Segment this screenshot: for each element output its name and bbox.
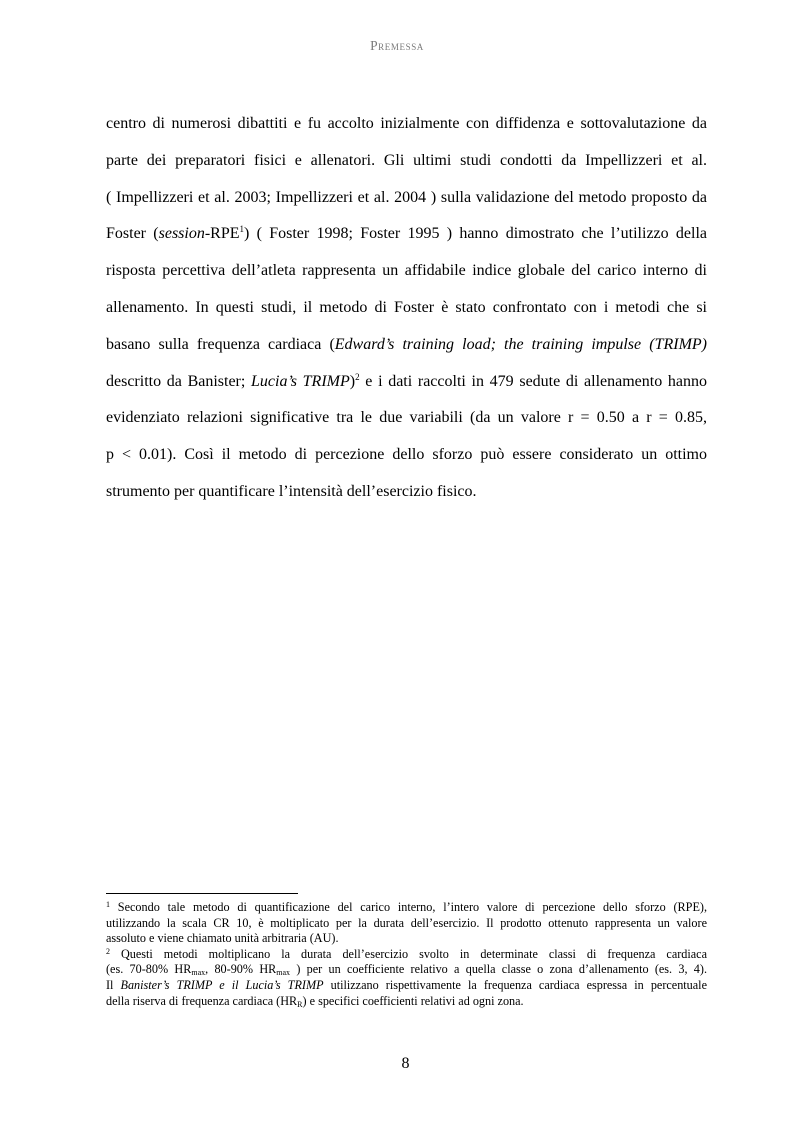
body-paragraph xyxy=(106,106,707,511)
text-span: Foster ( xyxy=(106,225,159,243)
body-line: centro di numerosi dibattiti e fu accolto inizialmente con diffidenza e sottovalutazione da xyxy=(106,115,707,132)
footnote-ref-1[interactable]: 1 xyxy=(239,224,245,235)
body-line: p < 0.01). Così il metodo di percezione dello sforzo può essere considerato un ottimo xyxy=(106,446,707,464)
footnote-1-line: utilizzando la scala CR 10, è moltiplicato per la durata dell’esercizio. Il prodotto ottenuto rappresenta un valore xyxy=(106,915,707,930)
subscript: R xyxy=(297,999,303,1009)
text-span: ) per un coefficiente relativo a quella classe o zona d’allenamento (es. 3, 4). xyxy=(290,962,707,977)
footnote-1-line: assoluto e viene chiamato unità arbitraria (AU). xyxy=(106,931,339,946)
italic-term: Banister’s TRIMP e il Lucia’s TRIMP xyxy=(120,977,324,992)
text-span: Questi metodi moltiplicano la durata dell’esercizio svolto in determinate classi di frequenza cardiaca xyxy=(110,946,707,961)
body-line xyxy=(106,327,707,364)
footnote-2-line xyxy=(106,947,707,963)
italic-term: Lucia’s TRIMP xyxy=(251,372,350,390)
text-span: descritto da Banister; xyxy=(106,372,252,390)
body-line xyxy=(106,216,707,253)
text-span: e i dati raccolti in 479 sedute di allenamento hanno xyxy=(359,372,708,390)
subscript: max xyxy=(191,968,206,978)
body-line: strumento per quantificare l’intensità dell’esercizio fisico. xyxy=(106,482,477,500)
text-span: Secondo tale metodo di quantificazione del carico interno, l’intero valore di percezione dello sforzo (RPE), xyxy=(110,900,707,914)
footnotes xyxy=(106,900,707,1009)
text-span: della riserva di frequenza cardiaca (HR xyxy=(106,993,298,1008)
text-span: (es. 70-80% HR xyxy=(106,962,192,977)
footnote-mark: 2 xyxy=(106,946,110,956)
text-span: ) e specifici coefficienti relativi ad ogni zona. xyxy=(302,993,524,1008)
footnote-2-line xyxy=(106,994,707,1010)
page-number: 8 xyxy=(401,1055,410,1072)
footnote-separator xyxy=(106,893,298,894)
text-span: Il xyxy=(106,977,121,992)
text-span: , 80-90% HR xyxy=(205,962,277,977)
text-span: ) xyxy=(349,372,356,390)
body-line: ( Impellizzeri et al. 2003; Impellizzeri et al. 2004 ) sulla validazione del metodo proposto da xyxy=(106,188,707,206)
body-line: parte dei preparatori fisici e allenatori. Gli ultimi studi condotti da Impellizzeri et al. xyxy=(106,151,707,169)
text-span: ) ( Foster 1998; Foster 1995 ) hanno dimostrato che l’utilizzo della xyxy=(244,225,708,243)
running-header: Premessa xyxy=(370,38,424,53)
body-line xyxy=(106,364,707,401)
footnote-2-line xyxy=(106,962,707,978)
text-span: -RPE xyxy=(204,225,240,243)
footnote-mark: 1 xyxy=(106,900,110,909)
text-span: basano sulla frequenza cardiaca ( xyxy=(106,335,335,353)
footnote-ref-2[interactable]: 2 xyxy=(355,371,360,382)
body-line: allenamento. In questi studi, il metodo di Foster è stato confrontato con i metodi che si xyxy=(106,298,707,316)
italic-term: Edward’s training load; the training impulse (TRIMP) xyxy=(334,335,708,353)
footnote-1-line xyxy=(106,900,707,916)
body-line: evidenziato relazioni significative tra le due variabili (da un valore r = 0.50 a r = 0.85, xyxy=(106,409,707,427)
subscript: max xyxy=(276,968,291,978)
body-line: risposta percettiva dell’atleta rappresenta un affidabile indice globale del carico interno di xyxy=(106,262,707,280)
footnote-2-line xyxy=(106,978,707,994)
text-span: utilizzano rispettivamente la frequenza cardiaca espressa in percentuale xyxy=(323,977,707,992)
italic-term: session xyxy=(158,225,205,243)
